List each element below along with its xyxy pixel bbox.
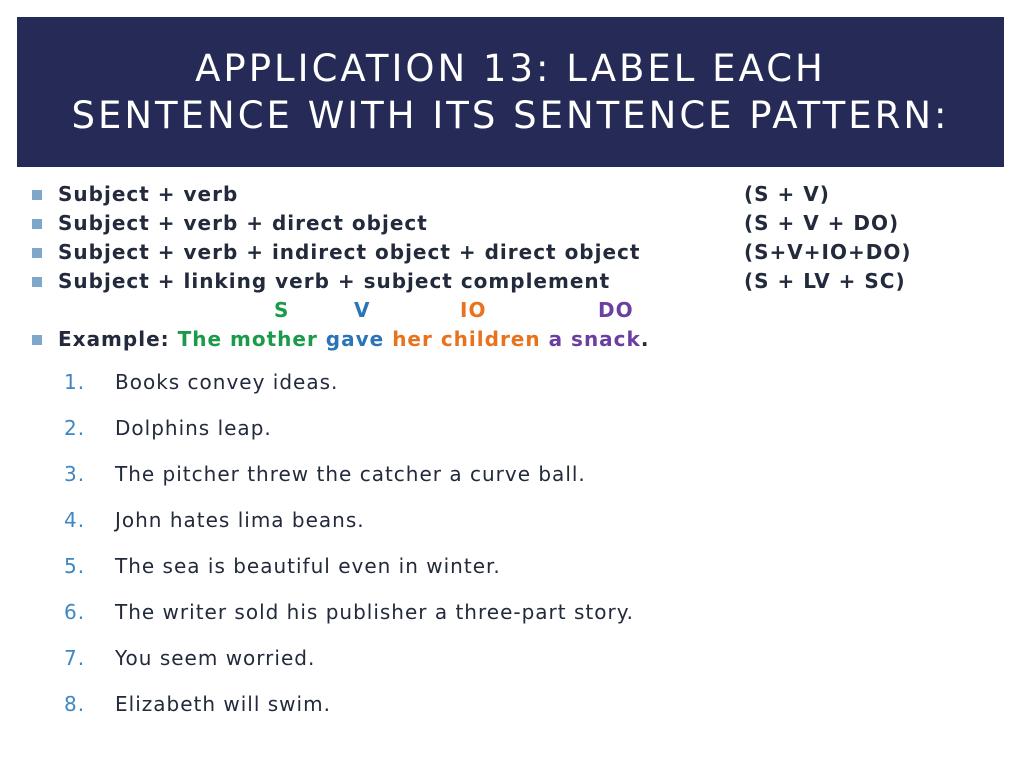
pattern-text: Subject + verb + direct object xyxy=(58,211,428,235)
sentence-text: Elizabeth will swim. xyxy=(115,692,331,716)
sentence-text: The pitcher threw the catcher a curve ball. xyxy=(115,462,586,486)
label-verb: V xyxy=(354,298,371,322)
bullet-square-icon xyxy=(32,277,42,287)
example-prefix: Example: xyxy=(58,327,178,351)
sentence-number: 6. xyxy=(64,600,86,624)
sentence-text: The sea is beautiful even in winter. xyxy=(115,554,501,578)
sentence-item xyxy=(60,688,960,734)
label-subject: S xyxy=(274,298,290,322)
sentence-number: 3. xyxy=(64,462,86,486)
sentence-list xyxy=(60,366,960,734)
sentence-item xyxy=(60,550,960,596)
example-end: . xyxy=(640,327,650,351)
pattern-item xyxy=(32,269,992,298)
sentence-item xyxy=(60,412,960,458)
example-item xyxy=(32,327,992,356)
pattern-text: Subject + linking verb + subject complement xyxy=(58,269,611,293)
sentence-number: 7. xyxy=(64,646,86,670)
pattern-item xyxy=(32,182,992,211)
bullet-square-icon xyxy=(32,219,42,229)
pattern-code: (S + V + DO) xyxy=(744,211,900,235)
sentence-text: The writer sold his publisher a three-part story. xyxy=(115,600,635,624)
example-labels xyxy=(32,298,992,327)
example-indirect-object: her children xyxy=(392,327,541,351)
example-verb: gave xyxy=(325,327,385,351)
sentence-text: John hates lima beans. xyxy=(115,508,365,532)
pattern-item xyxy=(32,211,992,240)
pattern-code: (S + V) xyxy=(744,182,830,206)
sentence-item xyxy=(60,642,960,688)
sentence-item xyxy=(60,458,960,504)
title-bar xyxy=(17,17,1004,167)
label-direct-object: DO xyxy=(598,298,634,322)
sentence-number: 5. xyxy=(64,554,86,578)
example-direct-object: a snack xyxy=(548,327,641,351)
sentence-item xyxy=(60,366,960,412)
pattern-code: (S+V+IO+DO) xyxy=(744,240,912,264)
example-sentence xyxy=(58,327,649,351)
pattern-code: (S + LV + SC) xyxy=(744,269,906,293)
sentence-text: Books convey ideas. xyxy=(115,370,339,394)
example-subject: The mother xyxy=(177,327,318,351)
sentence-number: 4. xyxy=(64,508,86,532)
sentence-item xyxy=(60,504,960,550)
title-line-1: APPLICATION 13: LABEL EACH xyxy=(195,47,826,90)
pattern-text: Subject + verb + indirect object + direct object xyxy=(58,240,641,264)
sentence-item xyxy=(60,596,960,642)
label-indirect-object: IO xyxy=(460,298,487,322)
bullet-square-icon xyxy=(32,248,42,258)
bullet-square-icon xyxy=(32,335,42,345)
pattern-text: Subject + verb xyxy=(58,182,239,206)
sentence-text: You seem worried. xyxy=(115,646,316,670)
sentence-text: Dolphins leap. xyxy=(115,416,272,440)
title-line-2: SENTENCE WITH ITS SENTENCE PATTERN: xyxy=(71,94,950,137)
pattern-list xyxy=(32,182,992,356)
sentence-number: 8. xyxy=(64,692,86,716)
pattern-item xyxy=(32,240,992,269)
sentence-number: 2. xyxy=(64,416,86,440)
bullet-square-icon xyxy=(32,190,42,200)
sentence-number: 1. xyxy=(64,370,86,394)
